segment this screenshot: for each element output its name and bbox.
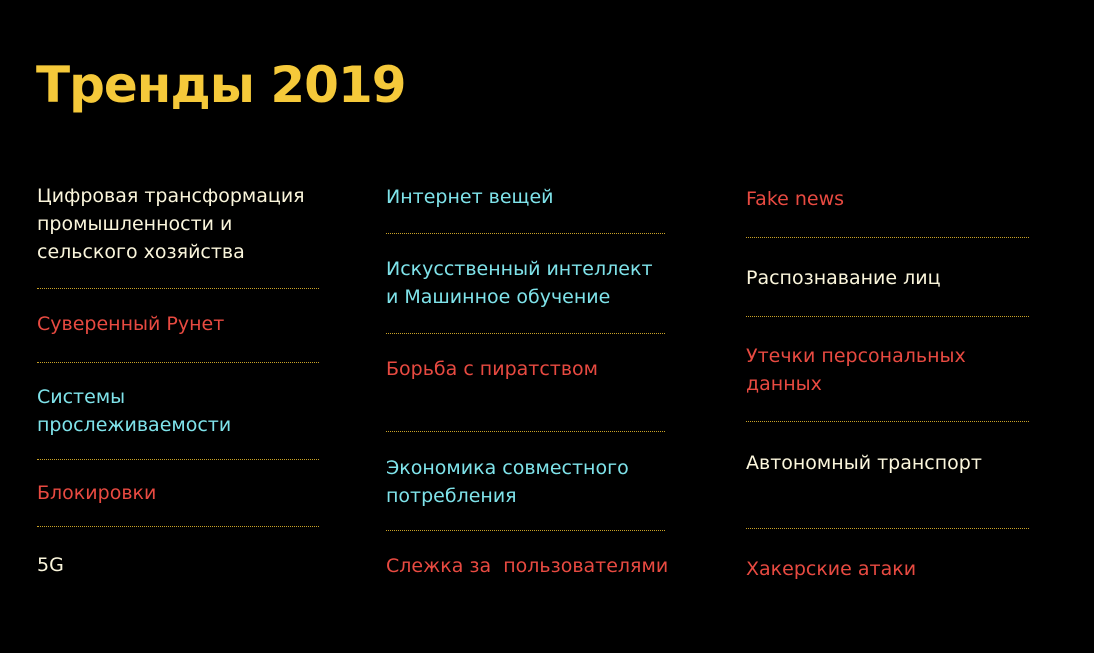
divider <box>37 362 319 363</box>
trend-item: Блокировки <box>37 482 157 504</box>
divider <box>746 421 1029 422</box>
page-title: Тренды 2019 <box>36 56 406 114</box>
trend-item: Борьба с пиратством <box>386 358 599 380</box>
divider <box>37 459 319 460</box>
divider <box>746 316 1029 317</box>
trend-item: Fake news <box>746 188 845 210</box>
trend-item: Слежка за пользователями <box>386 555 669 577</box>
divider <box>386 431 665 432</box>
trend-item: Утечки персональных данных <box>746 345 966 395</box>
trend-item: Распознавание лиц <box>746 267 941 289</box>
divider <box>386 333 665 334</box>
trend-item: Искусственный интеллект и Машинное обучение <box>386 258 653 308</box>
trend-item: Автономный транспорт <box>746 452 982 474</box>
trend-item: Системы прослеживаемости <box>37 386 232 436</box>
divider <box>386 233 665 234</box>
trend-item: Экономика совместного потребления <box>386 457 629 507</box>
divider <box>746 528 1029 529</box>
trend-item: Цифровая трансформация промышленности и сельского хозяйства <box>37 185 305 263</box>
divider <box>746 237 1029 238</box>
trend-item: Суверенный Рунет <box>37 313 225 335</box>
divider <box>37 288 319 289</box>
divider <box>37 526 319 527</box>
divider <box>386 530 665 531</box>
trend-item: Хакерские атаки <box>746 558 917 580</box>
trend-item: 5G <box>37 554 64 576</box>
trend-item: Интернет вещей <box>386 186 554 208</box>
